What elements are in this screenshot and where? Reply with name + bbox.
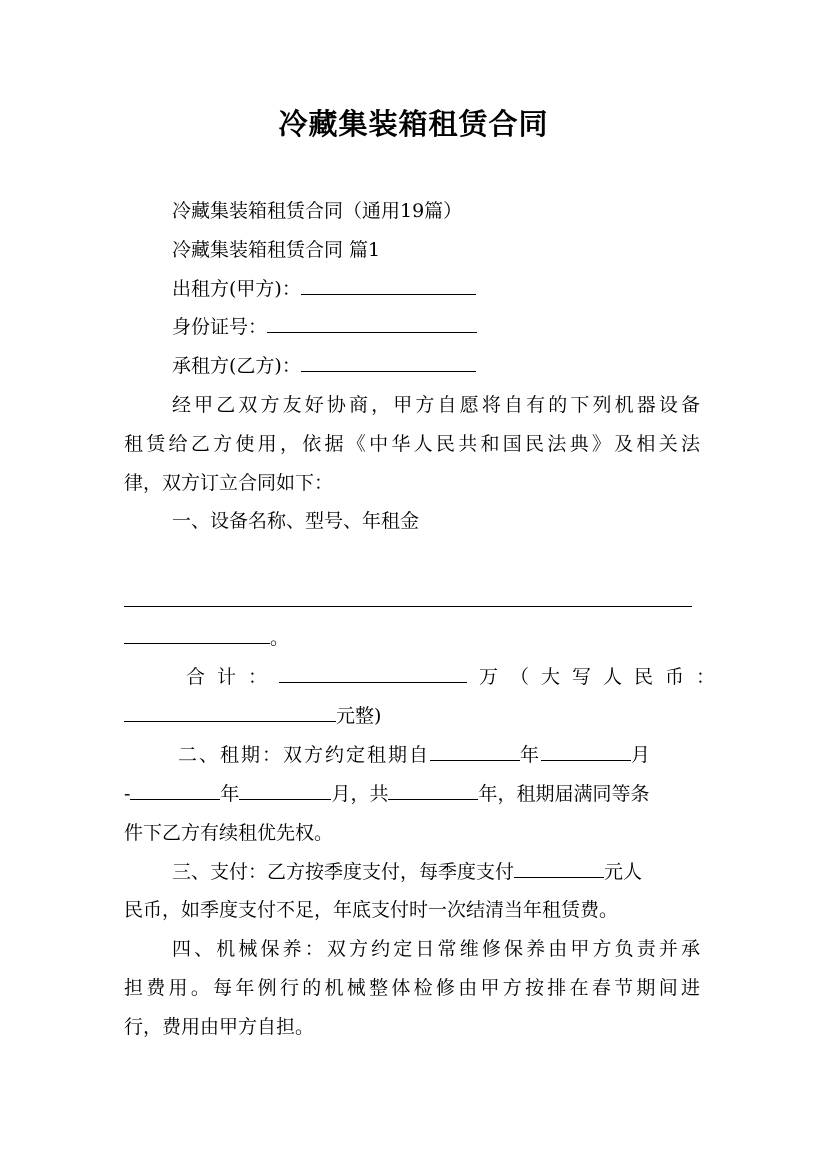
total-years-blank	[388, 781, 478, 800]
clause4-line-1: 四、机械保养：双方约定日常维修保养由甲方负责并承	[172, 938, 700, 960]
intro-line-3: 律，双方订立合同如下：	[124, 472, 334, 494]
lessor-row	[172, 276, 476, 302]
id-blank	[267, 314, 477, 333]
lessor-label: 出租方(甲方)：	[172, 278, 301, 300]
lessee-row	[172, 353, 476, 379]
document-title: 冷藏集装箱租赁合同	[278, 107, 549, 141]
lessee-blank	[301, 353, 476, 372]
clause3-line-2: 民币，如季度支付不足，年底支付时一次结清当年租赁费。	[124, 899, 619, 921]
intro-line-2: 租赁给乙方使用，依据《中华人民共和国民法典》及相关法	[124, 433, 700, 455]
end-month-blank	[239, 781, 331, 800]
equipment-blank-line	[124, 606, 692, 607]
clause1-heading: 一、设备名称、型号、年租金	[172, 510, 420, 532]
quarterly-amount-blank	[514, 859, 604, 878]
month-total-label: 月，共	[331, 783, 389, 805]
year-label-2: 年	[220, 783, 240, 805]
month-label-1: 月	[631, 744, 653, 766]
document-subtitle: 冷藏集装箱租赁合同（通用19篇）	[172, 200, 463, 222]
lessee-label: 承租方(乙方)：	[172, 355, 301, 377]
period-mark: 。	[270, 627, 290, 649]
id-row	[172, 314, 477, 340]
clause2-line-3: 件下乙方有续租优先权。	[124, 822, 334, 844]
total-row	[186, 664, 727, 690]
equipment-blank-row-2	[124, 625, 289, 651]
clause2-line-2	[124, 781, 649, 807]
year-label-1: 年	[520, 744, 542, 766]
start-year-blank	[430, 742, 520, 761]
year-tail: 年，租期届满同等条	[478, 783, 650, 805]
id-label: 身份证号：	[172, 316, 268, 338]
clause3-start: 三、支付：乙方按季度支付，每季度支付	[172, 861, 515, 883]
section-heading: 冷藏集装箱租赁合同 篇1	[172, 239, 381, 261]
lessor-blank	[301, 276, 476, 295]
intro-line-1: 经甲乙双方友好协商，甲方自愿将自有的下列机器设备	[172, 394, 700, 416]
clause2-line-1	[178, 742, 652, 768]
clause4-line-2: 担费用。每年例行的机械整体检修由甲方按排在春节期间进	[124, 977, 700, 999]
start-month-blank	[541, 742, 631, 761]
total-blank	[279, 664, 467, 683]
total-capital-blank	[124, 703, 336, 722]
dash: -	[124, 783, 131, 805]
clause3-line-1	[172, 859, 642, 885]
clause4-line-3: 行，费用由甲方自担。	[124, 1016, 315, 1038]
equipment-blank-2	[124, 625, 270, 644]
total-end: 元整)	[336, 705, 382, 727]
clause2-start: 二、租期：双方约定租期自	[178, 744, 431, 766]
total-label: 合计：	[186, 666, 280, 688]
clause3-yuan: 元人	[604, 861, 643, 883]
total-mid: 万（大写人民币：	[479, 666, 728, 688]
total-row-2	[124, 703, 381, 729]
end-year-blank	[130, 781, 220, 800]
